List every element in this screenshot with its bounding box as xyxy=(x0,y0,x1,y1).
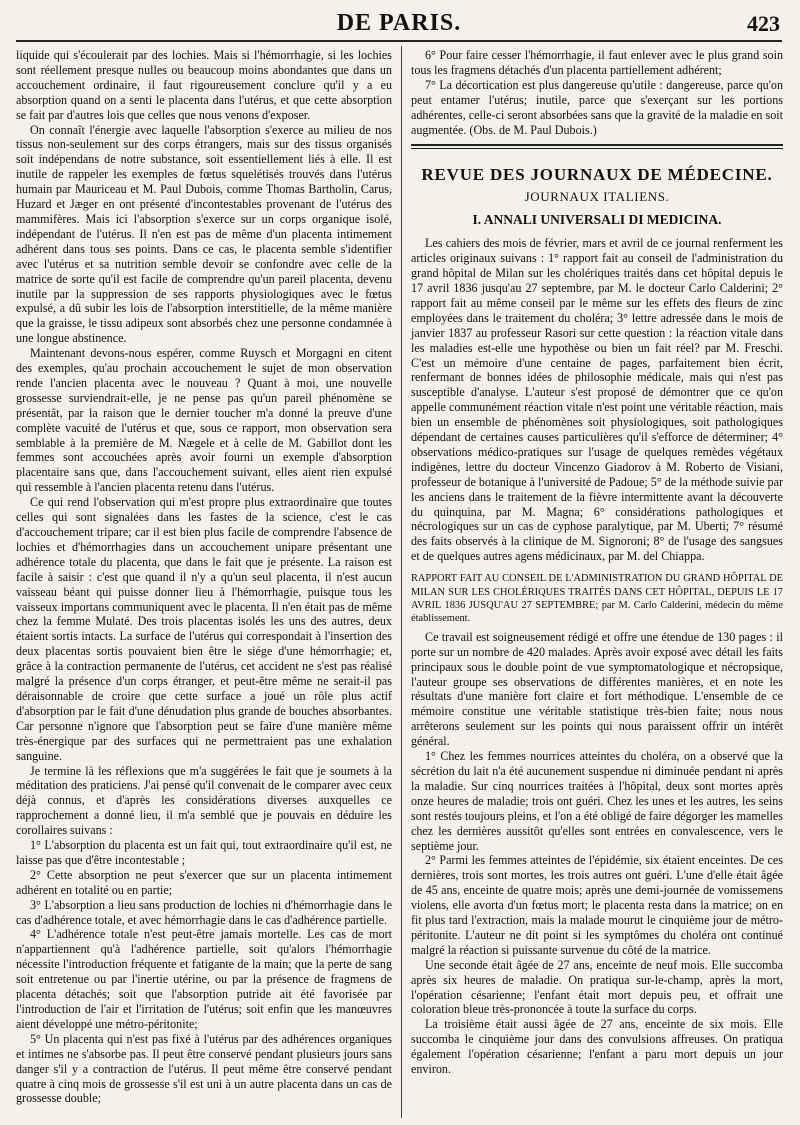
corollary: 5° Un placenta qui n'est pas fixé à l'utérus par des adhérences organiques et intimes ne s'absorbe pas. Il peut être conservé pendant plusieurs jours sans danger s'il y a contraction de l'utérus. Il peut même être conservé pendant quatre à cinq mois de grossesse s'il est uni à un autre placenta dans un cas de grossesse double; xyxy=(16,1031,392,1106)
section-title: REVUE DES JOURNAUX DE MÉDECINE. xyxy=(421,165,773,185)
paragraph: Maintenant devons-nous espérer, comme Ruysch et Morgagni en citent des exemples, qu'au prochain accouchement le sujet de mon observation rende l'ancien placenta avec le nouveau ? Quant à moi, une nouvelle grossesse surviendrait-elle, je ne pense pas qu'un pareil phénomène se présentât, par la raison que le dernier toucher m'a donné la preuve d'une complète vacuité de l'utérus et que, sous ce rapport, mon observation sera semblable à la première de M. Nægele et à celle de M. Gabillot dont les femmes sont accouchées après avoir fourni un exemple d'absorption placentaire sans que, dans l'accouchement suivant, elles aient rien expulsé qui ressemble à l'ancien placenta retenu dans l'utérus. xyxy=(16,346,392,495)
page-number: 423 xyxy=(747,11,780,36)
right-column xyxy=(411,48,783,1077)
article-title xyxy=(411,572,783,626)
running-header xyxy=(16,6,782,42)
journal-title: I. ANNALI UNIVERSALI DI MEDICINA. xyxy=(472,212,722,228)
paragraph: Une seconde était âgée de 27 ans, enceinte de neuf mois. Elle succomba après six heures de maladie. On pratiqua sur-le-champ, après la mort, l'opération césarienne; l'enfant était mort depuis peu, et offrait une coloration bleue très-prononcée à toute la surface du corps. xyxy=(411,957,783,1017)
left-column xyxy=(16,48,392,1106)
corollary: 2° Cette absorption ne peut s'exercer que sur un placenta intimement adhérent en totalité ou en partie; xyxy=(16,867,392,897)
paragraph: Je termine là les réflexions que m'a suggérées le fait que je soumets à la méditation des praticiens. J'ai pensé qu'il convenait de le comparer avec ceux déjà connus, et d'après les considérations diverses auxquelles ce rapprochement a donné lieu, il m'a semblé que je pouvais en déduire les corollaires suivans : xyxy=(16,763,392,838)
paragraph: On connaît l'énergie avec laquelle l'absorption s'exerce au milieu de nos tissus non-seulement sur des corps étrangers, mais sur des tissus organisés soit indépendans de notre substance, soit essentiellement liés à elle. Il est inutile de rappeler les exemples de fœtus squelétisés trouvés dans l'utérus humain par Mauriceau et M. Paul Dubois, comme Thomas Bartholin, Carus, Huzard et Jæger en ont présenté d'incontestables provenant de l'utérus des mammifères. Mais ici l'absorption s'exerce sur un corps organique isolé, indépendant de l'utérus. Il n'en est pas de même d'un placenta intimement adhérent dans tous ses points. Dans ce cas, le placenta semble s'identifier avec l'utérus et sa nutrition semble devoir se confondre avec celle de la matrice de sorte qu'il est facile de comprendre qu'un pareil placenta, devenu inutile par la suppression de ses rapports physiologiques avec le fœtus expulsé, a dû subir les lois de l'absorption interstitielle, de la même manière que la graisse, le tissu adipeux sont absorbés chez une personne condamnée à une longue abstinence. xyxy=(16,122,392,346)
article-title-text: RAPPORT FAIT AU CONSEIL DE L'ADMINISTRATION DU GRAND HÔPITAL DE MILAN SUR LES CHOLÉRIQUES TRAITÉS DANS CET HÔPITAL, DEPUIS LE 17 AVRIL 1836 JUSQU'AU 27 SEPTEMBRE; par M. Carlo Calderini, médecin du même établissement. xyxy=(411,573,783,625)
corollary: 7° La décortication est plus dangereuse qu'utile : dangereuse, parce qu'on peut entamer l'utérus; inutile, parce que s'exerçant sur les portions adhérentes, celle-ci seront absorbées sans que la gravité de la maladie en soit augmentée. (Obs. de M. Paul Dubois.) xyxy=(411,77,783,137)
section-rule-thin xyxy=(411,148,783,149)
paragraph: La troisième était aussi âgée de 27 ans, enceinte de six mois. Elle succomba le cinquième jour dans des convulsions affreuses. On pratiqua également l'opération césarienne; l'enfant a paru mort depuis un jour environ. xyxy=(411,1017,783,1077)
subsection-title: JOURNAUX ITALIENS. xyxy=(524,189,670,205)
section-rule xyxy=(411,144,783,146)
corollary: 1° L'absorption du placenta est un fait qui, tout extraordinaire qu'il est, ne laisse pas que d'être incontestable ; xyxy=(16,838,392,867)
paragraph: 2° Parmi les femmes atteintes de l'épidémie, six étaient enceintes. De ces dernières, trois sont mortes, les trois autres ont guéri. L'une d'elle était âgée de 45 ans, enceinte de quatre mois; après une demi-journée de vomissemens violens, elle avorta d'un fœtus mort; le placenta resta dans la matrice; on en fit plus tard l'extraction, mais la malade mourut le cinquième jour de métro-péritonite. L'auteur ne dit point si les symptômes du choléra ont continué malgré la réaction si puissante survenue du côté de la matrice. xyxy=(411,853,783,957)
paragraph: Ce travail est soigneusement rédigé et offre une étendue de 130 pages : il porte sur un nombre de 420 malades. Après avoir exposé avec détail les faits principaux sous le double point de vue symptomatologique et nécropsique, l'auteur groupe ses observations de différentes manières, et en note les résultats d'une manière fort claire et fort méthodique. L'ensemble de ce mémoire constitue une véritable statistique très-bien faite; nous nous arrêterons seulement sur les points qui nous paraissent offrir un intérêt général. xyxy=(411,629,783,749)
paragraph: liquide qui s'écoulerait par des lochies. Mais si l'hémorrhagie, si les lochies sont réellement presque nulles ou beaucoup moins abondantes que dans un accouchement ordinaire, il faut rigoureusement conclure qu'il y a eu absorption quand on a senti le placenta dans l'utérus, et que cette absorption se fait par d'autres lois que celles que nous venons d'exposer. xyxy=(16,48,392,122)
running-title: DE PARIS. xyxy=(336,10,462,36)
corollary: 4° L'adhérence totale n'est peut-être jamais mortelle. Les cas de mort n'appartiennent qu'à l'adhérence partielle, soit qu'alors l'hémorrhagie nécessite l'introduction fréquente et fatigante de la main; que la perte de sang soit entretenue ou par l'inertie utérine, ou par la présence de fragmens de placenta détachés; soit que l'absorption putride ait été favorisée par l'introduction de l'air et l'irritation de l'utérus; soit enfin que les manœuvres aient développé une métro-péritonite; xyxy=(16,927,392,1031)
corollary: 3° L'absorption a lieu sans production de lochies ni d'hémorrhagie dans le cas d'adhérence totale, et avec hémorrhagie dans le cas d'adhérence partielle. xyxy=(16,897,392,927)
column-divider xyxy=(401,46,402,1118)
paragraph: Ce qui rend l'observation qui m'est propre plus extraordinaire que toutes celles qui sont signalées dans les fastes de la science, c'est le cas d'accouchement tripare; car il est bien plus facile de comprendre l'absence de lochies et d'hémorrhagies dans un accouchement unipare présentant une adhérence totale du placenta, que dans le fait que je présente. La raison est facile à saisir : c'est que quand il n'y a qu'un seul placenta, il n'est aucun vaisseau béant qui puisse donner lieu à l'hémorrhagie, puisque tous les vaisseux importans communiquent avec le placenta. Il n'en était pas de même chez la femme Mulaté. Des trois placentas isolés les uns des autres, deux étaient sortis intacts. La surface de l'utérus qui correspondait à l'insertion des deux placentas sortis pouvaient bien être le siége d'une hémorrhagie; et, grâce à la contraction permanente de l'utérus, cet accident ne s'est pas réalisé malgré la présence d'un corps étranger, et peut-être même ne serait-il pas déraisonnable de croire que cette surface a joué un rôle plus actif d'absorption par le fait d'une dénudation plus grande de bouches absorbantes. Car personne n'ignore que l'absorption peut se faire d'une manière même très-énergique par des surfaces qui ne permettraient pas une exhalation sanguine. xyxy=(16,495,392,763)
corollary: 6° Pour faire cesser l'hémorrhagie, il faut enlever avec le plus grand soin tous les fragmens détachés d'un placenta partiellement adhérent; xyxy=(411,48,783,77)
paragraph: Les cahiers des mois de février, mars et avril de ce journal renferment les articles originaux suivans : 1° rapport fait au conseil de l'administration du grand hôpital de Milan sur les cholériques traités dans cet hôpital depuis le 17 avril 1836 jusqu'au 27 septembre, par M. le docteur Carlo Calderini; 2° rapport fait au même conseil par le même sur les effets des fleurs de zinc employées dans le traitement du choléra; 3° lettre adressée dans le mois de janvier 1837 au professeur Rasori sur cette question : la réaction vitale dans les maladies est-elle une hypothèse ou bien un fait réel? par M. Freschi. C'est un mémoire d'une centaine de pages, parfaitement bien écrit, renfermant de bonnes idées de philosophie médicale, mais qui n'est pas susceptible d'analyse. L'auteur s'est proposé de démontrer que ce qu'on appelle communément réaction vitale n'est point une véritable réaction, mais bien un ensemble de phénomènes soit physiologiques, soit pathologiques dépendant de certaines causes particulières qu'il s'efforce de déterminer; 4° observations médico-pratiques sur l'usage de quelques remèdes végétaux indigènes, lettre du docteur Vincenzo Giadorov à M. Roberto de Visiani, professeur de botanique à l'université de Padoue; 5° de la méthode suivie par les anciens dans le traitement de la fièvre intermittente avant la découverte du quinquina, par M. Magna; 6° considérations pathologiques et nécrologiques sur un cas de cyphose paralytique, par M. Uberti; 7° résumé des faits observés à la clinique de M. Signoroni; 8° de l'usage des sangsues et de quelques autres agens médicinaux, par M. del Chiappa. xyxy=(411,236,783,564)
paragraph: 1° Chez les femmes nourrices atteintes du choléra, on a observé que la sécrétion du lait n'a été aucunement suspendue ni diminuée pendant ni après la maladie. Sur cinq nourrices traitées à l'hôpital, deux sont mortes après onze heures de maladie; trois ont guéri. Chez les unes et les autres, les seins sont restés toujours pleins, et l'on a été obligé de faire dégorger les mamelles chez les dernières aussitôt qu'elles sont entrées en convalescence, vers le septième jour. xyxy=(411,749,783,853)
